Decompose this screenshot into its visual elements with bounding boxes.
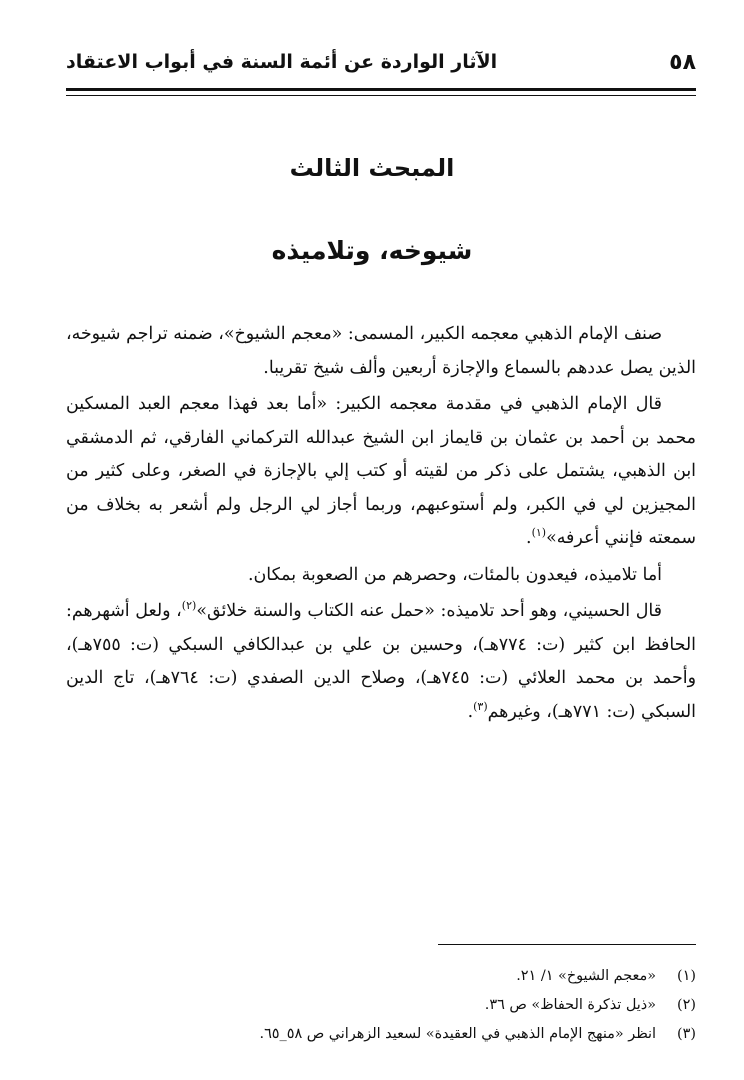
footnote-text: انظر «منهج الإمام الذهبي في العقيدة» لسعيد الزهراني ص ٥٨_٦٥. [259,1026,656,1042]
header-rule-thick [66,88,696,91]
paragraph [66,559,696,593]
footnote-ref-1[interactable]: (١) [531,526,547,540]
running-title: الآثار الواردة عن أئمة السنة في أبواب الاعتقاد [66,51,498,73]
footnote-number: (٢) [677,997,696,1013]
sentence-end: . [467,701,474,722]
footnote-number: (٣) [677,1026,696,1042]
footnote [66,962,696,991]
paragraph-text: قال الحسيني، وهو أحد تلاميذه: «حمل عنه الكتاب والسنة خلائق» [196,601,662,621]
footnote [66,991,696,1020]
paragraph [66,318,696,385]
sentence-end: . [526,528,532,548]
paragraph [66,595,696,729]
footnotes [66,962,696,1049]
running-head [66,40,696,84]
footnote-ref-3[interactable]: (٣) [473,699,488,713]
header-rule-thin [66,95,696,96]
footnote-text: «ذيل تذكرة الحفاظ» ص ٣٦. [484,997,656,1013]
footnote-number: (١) [677,968,696,984]
footnote-separator [438,944,696,945]
paragraph-text: قال الإمام الذهبي في مقدمة معجمه الكبير: «أما بعد فهذا معجم العبد المسكين محمد بن أحمد بن عثمان بن قايماز ابن الشيخ عبدالله التركماني الفارقي، ثم الدمشقي ابن الذهبي، يشتمل على ذكر من لقيته أو كتب إلي بالإجازة في الصغر، وعلى كثير من المجيزين لي في الكبر، ولم أستوعبهم، وربما أجاز لي الرجل ولم أشعر به بخلاف من سمعته فإنني أعرفه» [66,394,696,548]
footnote-text: «معجم الشيوخ» ١/ ٢١. [516,968,656,984]
page-number: ٥٨ [669,49,696,75]
footnote-ref-2[interactable]: (٢) [181,599,197,613]
body-text [66,318,696,732]
footnote [66,1020,696,1049]
section-heading: المبحث الثالث [289,154,455,182]
paragraph-text: أما تلاميذه، فيعدون بالمئات، وحصرهم من الصعوبة بمكان. [247,564,662,585]
paragraph [66,388,696,556]
subject-heading: شيوخه، وتلاميذه [271,236,473,265]
paragraph-text: صنف الإمام الذهبي معجمه الكبير، المسمى: «معجم الشيوخ»، ضمنه تراجم شيوخه، الذين يصل عددهم بالسماع والإجازة أربعين وألف شيخ تقريبا. [66,324,696,378]
paragraph-text: ، ولعل أشهرهم: الحافظ ابن كثير (ت: ٧٧٤هـ)، وحسين بن علي بن عبدالكافي السبكي (ت: ٧٥٥هـ)، وأحمد بن محمد العلائي (ت: ٧٤٥هـ)، وصلاح الدين الصفدي (ت: ٧٦٤هـ)، تاج الدين السبكي (ت: ٧٧١هـ)، وغيرهم [66,601,696,722]
